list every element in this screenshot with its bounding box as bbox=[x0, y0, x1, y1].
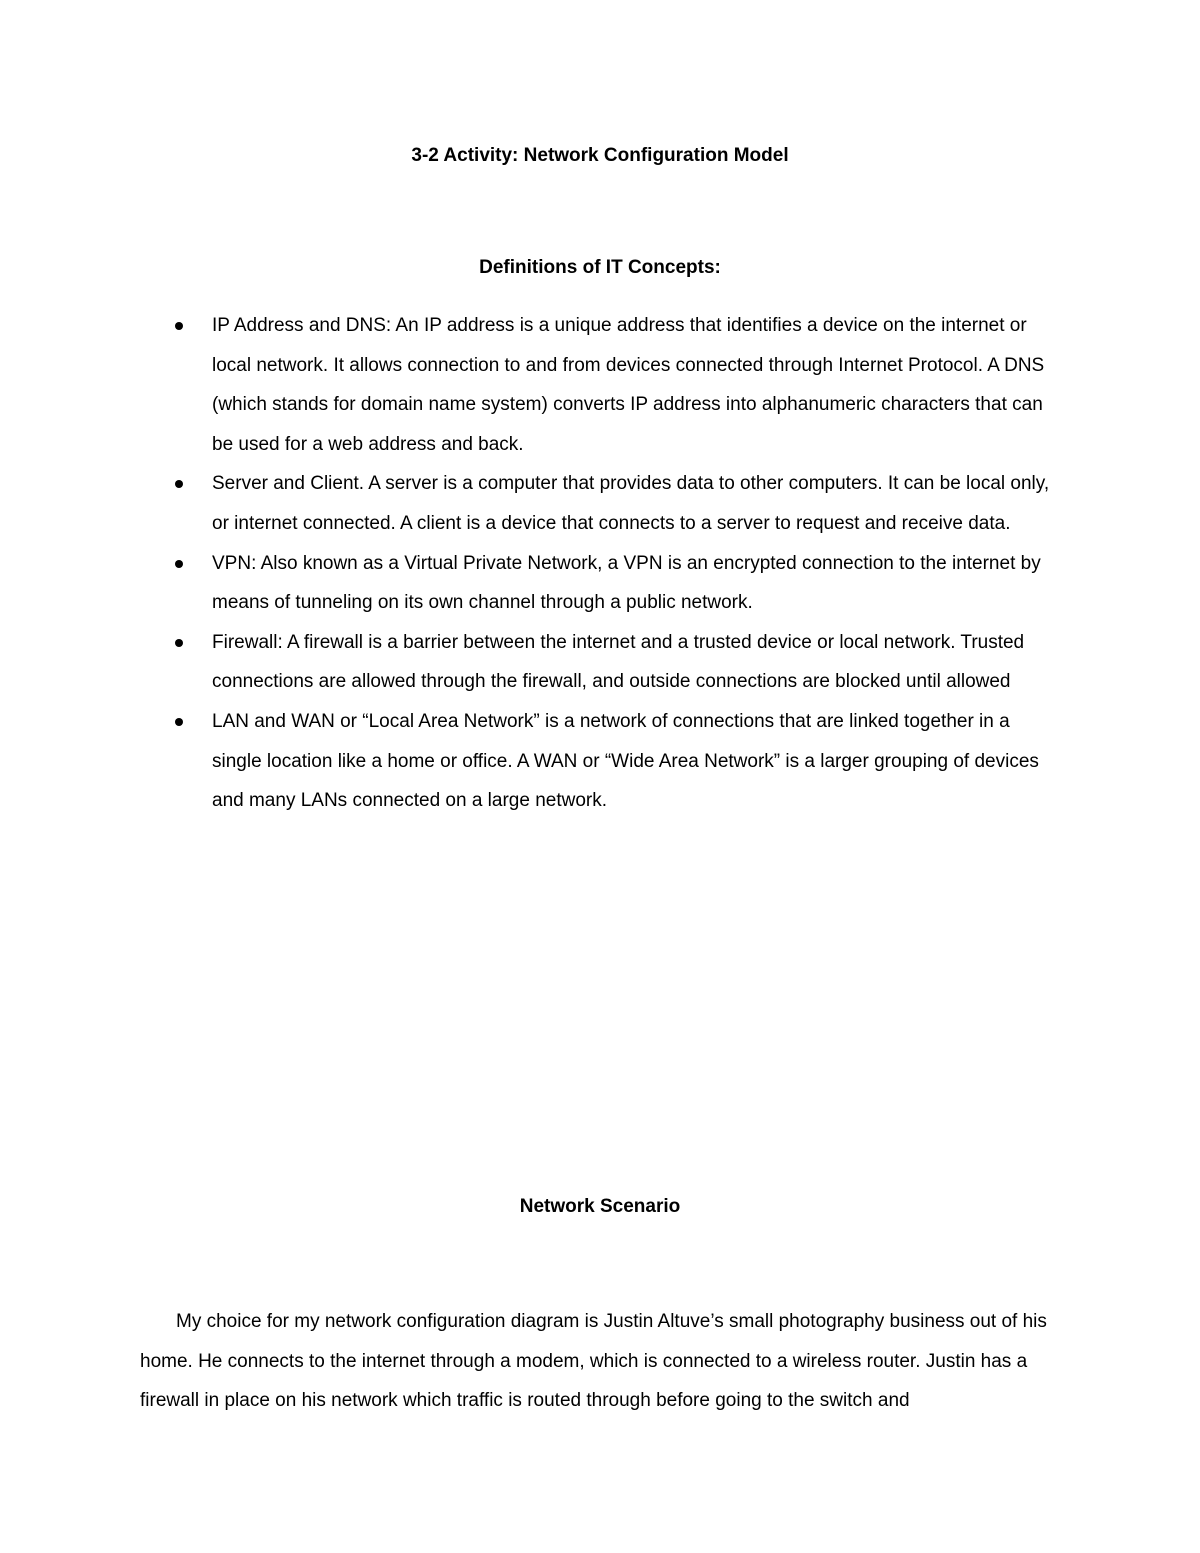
list-item bbox=[212, 306, 1062, 464]
scenario-paragraph: My choice for my network configuration diagram is Justin Altuve’s small photography business out of his home. He connects to the internet through a modem, which is connected to a wireless router. Justin has a firewall in place on his network which traffic is routed through before going to the switch and bbox=[140, 1311, 1047, 1412]
definition-ip-dns: IP Address and DNS: An IP address is a unique address that identifies a device on the internet or local network. It allows connection to and from devices connected through Internet Protocol. A DNS (which stands for domain name system) converts IP address into alphanumeric characters that can be used for a web address and back. bbox=[212, 315, 1045, 455]
bullet-icon bbox=[175, 322, 183, 330]
definition-firewall: Firewall: A firewall is a barrier between the internet and a trusted device or local network. Trusted connections are allowed through the firewall, and outside connections are blocked until allowed bbox=[212, 631, 1025, 693]
list-item bbox=[212, 623, 1062, 702]
definitions-list bbox=[212, 306, 1062, 821]
document-title: 3-2 Activity: Network Configuration Model bbox=[411, 145, 789, 166]
definitions-heading: Definitions of IT Concepts: bbox=[479, 257, 721, 278]
bullet-icon bbox=[175, 480, 183, 488]
bullet-icon bbox=[175, 639, 183, 647]
definition-lan-wan: LAN and WAN or “Local Area Network” is a network of connections that are linked together in a single location like a home or office. A WAN or “Wide Area Network” is a larger grouping of devices and many LANs connected on a large network. bbox=[212, 710, 1039, 812]
definition-vpn: VPN: Also known as a Virtual Private Network, a VPN is an encrypted connection to the internet by means of tunneling on its own channel through a public network. bbox=[212, 552, 1041, 614]
scenario-heading: Network Scenario bbox=[519, 1196, 681, 1217]
list-item bbox=[212, 544, 1062, 623]
list-item bbox=[212, 702, 1062, 821]
definition-server-client: Server and Client. A server is a computer that provides data to other computers. It can be local only, or internet connected. A client is a device that connects to a server to request and receive data. bbox=[212, 473, 1050, 534]
bullet-icon bbox=[175, 718, 183, 726]
list-item bbox=[212, 464, 1062, 543]
bullet-icon bbox=[175, 560, 183, 568]
